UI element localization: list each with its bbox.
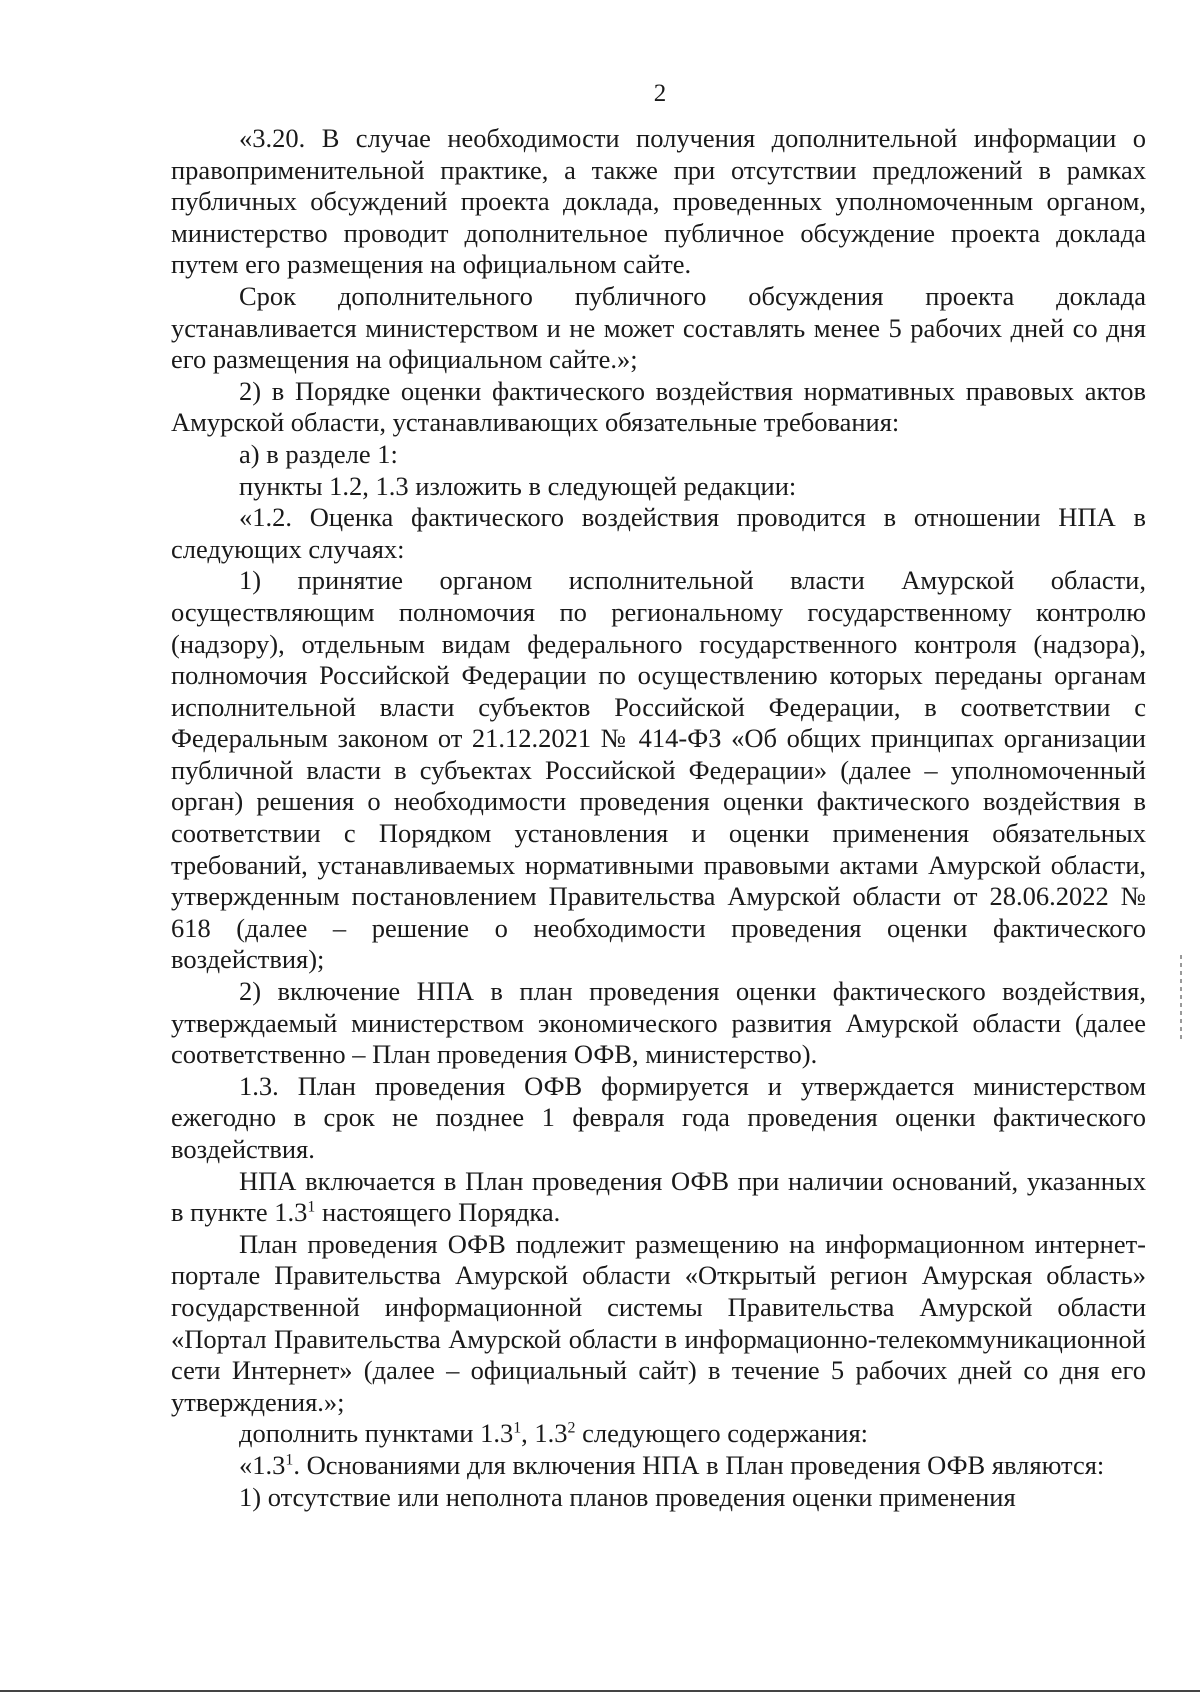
paragraph-case-2: 2) включение НПА в план проведения оценки фактического воздействия, утверждаемый министерством экономического развития Амурской области (далее соответственно – План проведения ОФВ, министерство). bbox=[171, 976, 1146, 1070]
scan-artifact bbox=[1180, 955, 1182, 1040]
superscript: 2 bbox=[567, 1419, 576, 1437]
page-number: 2 bbox=[653, 80, 667, 107]
superscript: 1 bbox=[513, 1419, 522, 1437]
text-part: следующего содержания: bbox=[582, 1418, 869, 1449]
paragraph-points-1-2-1-3: пункты 1.2, 1.3 изложить в следующей редакции: bbox=[239, 470, 797, 501]
paragraph-1-2: «1.2. Оценка фактического воздействия проводится в отношении НПА в следующих случаях: bbox=[171, 502, 1146, 564]
superscript: 1 bbox=[285, 1451, 294, 1469]
paragraph-item-2: 2) в Порядке оценки фактического воздействия нормативных правовых актов Амурской области, устанавливающих обязательные требования: bbox=[171, 375, 1146, 438]
paragraph-deadline: Срок дополнительного публичного обсуждения проекта доклада устанавливается министерством и не может составлять менее 5 рабочих дней со дня его размещения на официальном сайте.»; bbox=[171, 280, 1146, 375]
scan-edge-line bbox=[0, 1690, 1200, 1692]
text-part: . Основаниями для включения НПА в План проведения ОФВ являются: bbox=[293, 1449, 1105, 1480]
document-body bbox=[171, 123, 1146, 1513]
paragraph-1-3: 1.3. План проведения ОФВ формируется и утверждается министерством ежегодно в срок не позднее 1 февраля года проведения оценки фактического воздействия. bbox=[171, 1070, 1146, 1164]
text-part: дополнить пунктами 1.3 bbox=[239, 1418, 514, 1449]
paragraph-npa-inclusion bbox=[171, 1166, 1146, 1229]
paragraph-basis-1: 1) отсутствие или неполнота планов проведения оценки применения bbox=[239, 1481, 1016, 1512]
paragraph-3-20: «3.20. В случае необходимости получения дополнительной информации о правоприменительной практике, а также при отсутствии предложений в рамках публичных обсуждений проекта доклада, проведенных уполномоченным органом, министерство проводит дополнительное публичное обсуждение проекта доклада путем его размещения на официальном сайте. bbox=[171, 123, 1146, 280]
text-part: НПА включается в План проведения ОФВ при наличии оснований, указанных в пункте 1.3 bbox=[171, 1165, 1146, 1228]
text-part: , 1.3 bbox=[521, 1418, 568, 1449]
paragraph-section-1: а) в разделе 1: bbox=[239, 438, 398, 469]
text-part: настоящего Порядка. bbox=[321, 1197, 561, 1228]
paragraph-supplement bbox=[171, 1418, 1146, 1450]
paragraph-case-1: 1) принятие органом исполнительной власти Амурской области, осуществляющим полномочия по региональному государственному контролю (надзору), отдельным видам федерального государственного контроля (надзора), полномочия Российской Федерации по осуществлению которых переданы органам исполнительной власти субъектов Российской Федерации, в соответствии с Федеральным законом от 21.12.2021 № 414-ФЗ «Об общих принципах организации публичной власти в субъектах Российской Федерации» (далее – уполномоченный орган) решения о необходимости проведения оценки фактического воздействия в соответствии с Порядком установления и оценки применения обязательных требований, устанавливаемых нормативными правовыми актами Амурской области, утвержденным постановлением Правительства Амурской области от 28.06.2022 № 618 (далее – решение о необходимости проведения оценки фактического воздействия); bbox=[171, 565, 1146, 975]
paragraph-plan-publication: План проведения ОФВ подлежит размещению на информационном интернет-портале Правительства Амурской области «Открытый регион Амурская область» государственной информационной системы Правительства Амурской области «Портал Правительства Амурской области в информационно-телекоммуникационной сети Интернет» (далее – официальный сайт) в течение 5 рабочих дней со дня его утверждения.»; bbox=[171, 1228, 1146, 1417]
superscript: 1 bbox=[307, 1198, 316, 1216]
paragraph-1-3-1 bbox=[171, 1450, 1146, 1482]
text-part: «1.3 bbox=[239, 1449, 286, 1480]
